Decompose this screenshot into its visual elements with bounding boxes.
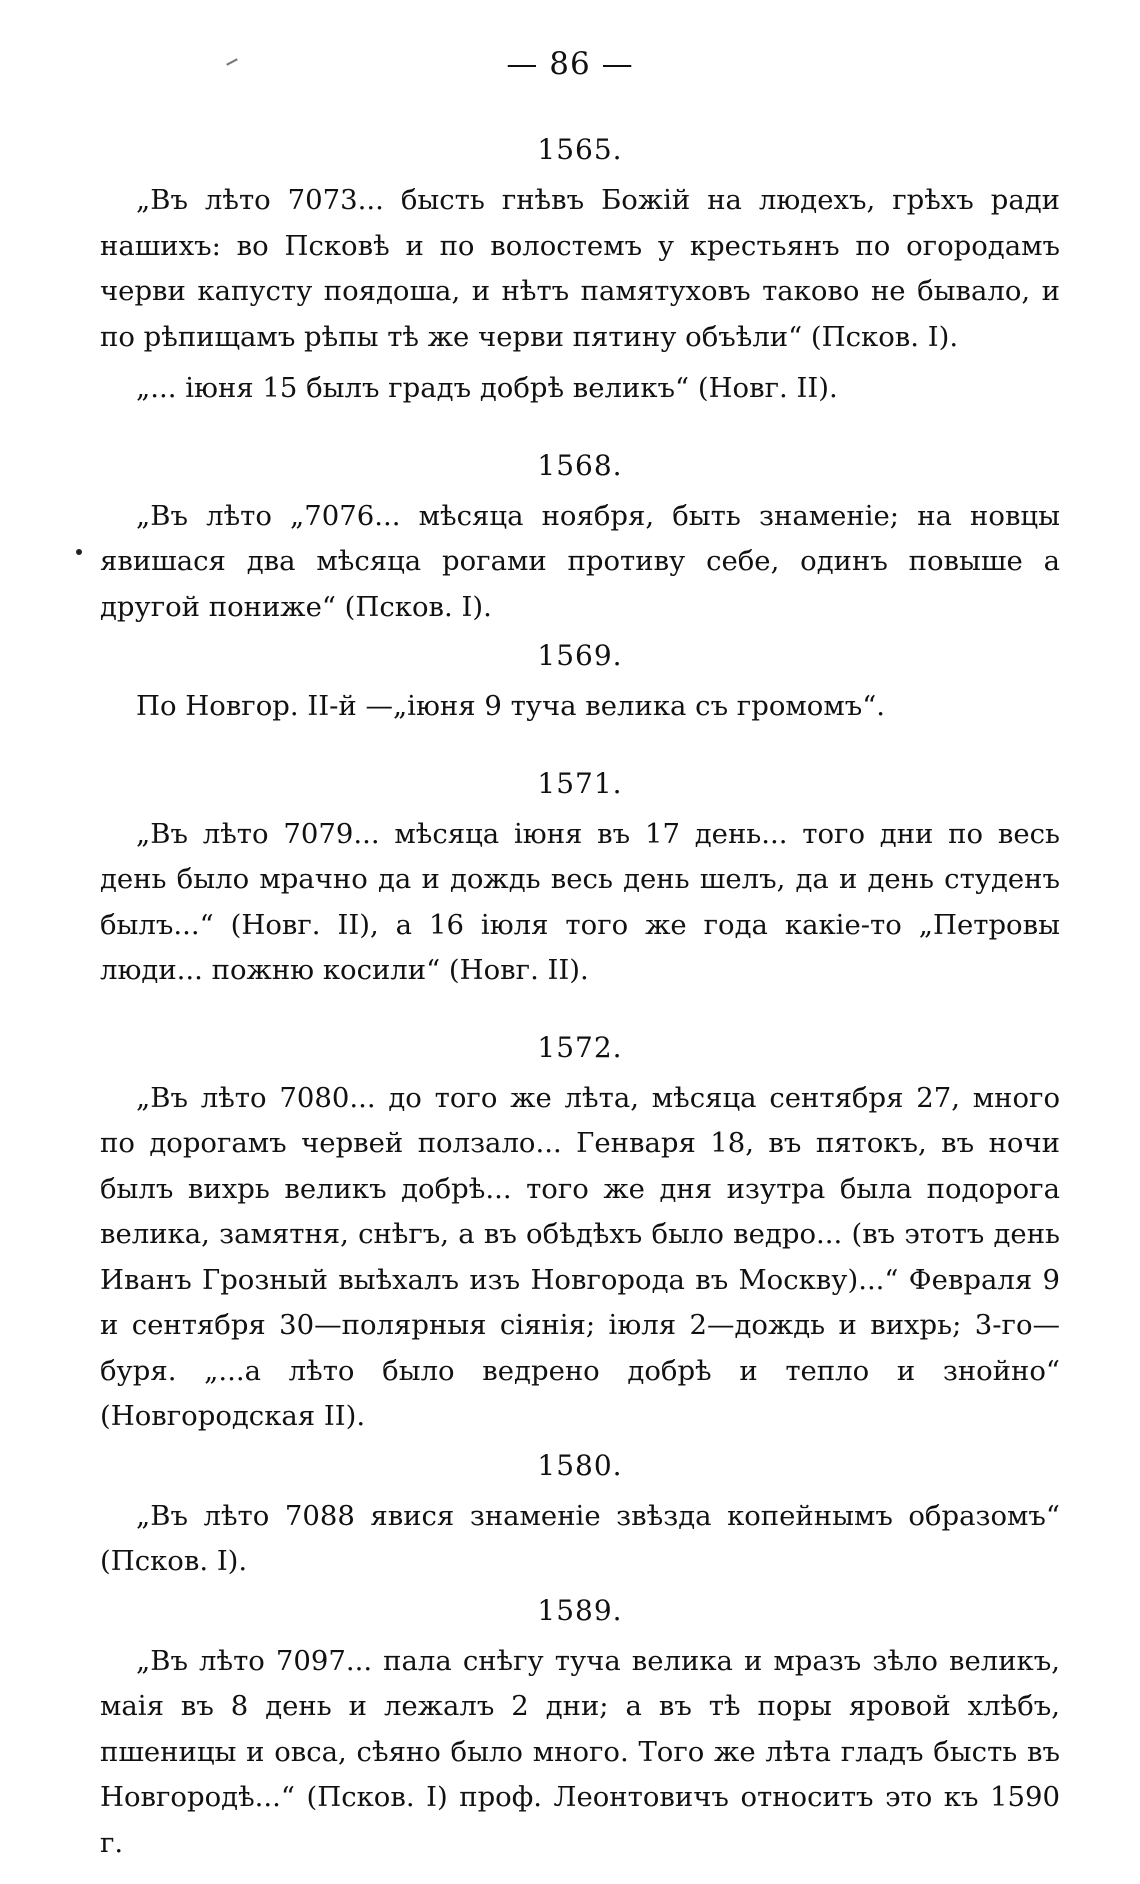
page-body xyxy=(100,120,1060,1872)
year-heading-1571: 1571. xyxy=(537,766,623,800)
page-number: — 86 — xyxy=(506,46,634,82)
year-heading-1565: 1565. xyxy=(537,133,623,166)
paragraph: „Въ лѣто 7080... до того же лѣта, мѣсяца сентября 27, много по дорогамъ червей ползало... Генваря 18, въ пятокъ, въ ночи былъ вихрь великъ добрѣ... того же дня изутра была подорога велика, замятня, снѣгъ, а въ обѣдѣхъ было ведро... (въ этотъ день Иванъ Грозный выѣхалъ изъ Новгорода въ Москву)...“ Февраля 9 и сентября 30—полярныя сіянія; іюля 2—дождь и вихрь; 3-го—буря. „...а лѣто было ведрено добрѣ и тепло и знойно“ (Новгородская II). xyxy=(100,1081,1060,1432)
paragraph: „Въ лѣто 7079... мѣсяца іюня въ 17 день... того дни по весь день было мрачно да и дождь весь день шелъ, да и день студенъ былъ...“ (Новг. II), а 16 іюля того же года какіе-то „Петровы люди... пожню косили“ (Новг. II). xyxy=(100,817,1060,986)
paragraph: „Въ лѣто 7097... пала снѣгу туча велика и мразъ зѣло великъ, маія въ 8 день и лежалъ 2 дни; а въ тѣ поры яровой хлѣбъ, пшеницы и овса, сѣяно было много. Того же лѣта гладъ бысть въ Новгородѣ...“ (Псков. I) проф. Леонтовичъ относитъ это къ 1590 г. xyxy=(100,1644,1060,1859)
paragraph: „Въ лѣто 7088 явися знаменіе звѣзда копейнымъ образомъ“ (Псков. I). xyxy=(100,1499,1060,1577)
paragraph: „Въ лѣто „7076... мѣсяца ноября, быть знаменіе; на новцы явишася два мѣсяца рогами противу себе, одинъ повыше а другой пониже“ (Псков. I). xyxy=(100,499,1060,623)
paragraph: По Новгор. II-й —„іюня 9 туча велика съ громомъ“. xyxy=(136,690,886,722)
paragraph: „Въ лѣто 7073... бысть гнѣвъ Божій на людехъ, грѣхъ ради нашихъ: во Псковѣ и по волостемъ у крестьянъ по огородамъ черви капусту поядоша, и нѣтъ памятуховъ таково не бывало, и по рѣпищамъ рѣпы тѣ же черви пятину объѣли“ (Псков. I). xyxy=(100,184,1060,353)
year-heading-1589: 1589. xyxy=(537,1593,623,1627)
paragraph: „... іюня 15 былъ градъ добрѣ великъ“ (Новг. II). xyxy=(136,372,838,404)
year-heading-1580: 1580. xyxy=(537,1448,623,1482)
year-heading-1568: 1568. xyxy=(537,448,623,482)
year-heading-1572: 1572. xyxy=(537,1030,623,1064)
margin-dot xyxy=(76,549,82,555)
year-heading-1569: 1569. xyxy=(537,639,623,672)
